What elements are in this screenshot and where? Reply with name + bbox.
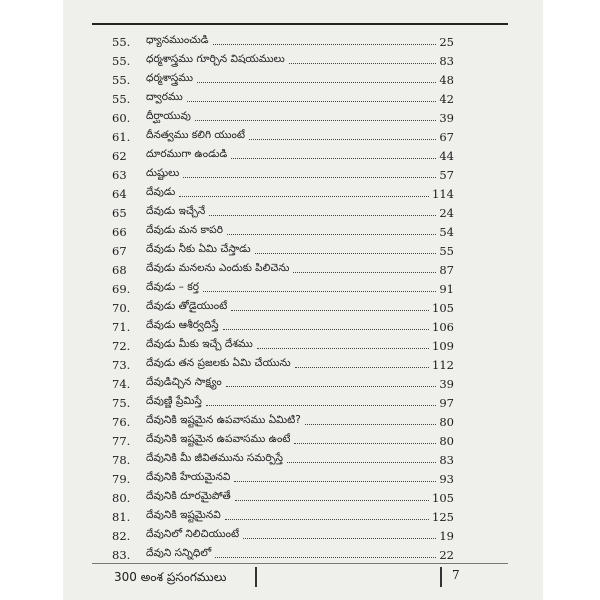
dot-leader [213,44,437,45]
toc-entry-page: 91 [439,282,454,296]
toc-entry-title: దేవుణ్ణి ప్రేమిస్తే [146,395,202,407]
toc-entry-page: 44 [439,149,454,163]
toc-entry-page: 57 [439,168,454,182]
toc-entry-page: 125 [432,510,454,524]
toc-entry-title: దుష్టులు [146,167,180,179]
dot-leader [187,101,437,102]
toc-row [112,372,454,391]
toc-row [112,467,454,486]
toc-entry-title: దేవునిలో నిలిచియుంటే [146,528,240,540]
toc-entry-title: దేవునికి ఇష్టమైన ఉపవాసము ఏమిటి? [146,414,301,426]
toc-entry-title: దేవునికి దూరమైపోతే [146,490,231,502]
toc-entry-page: 112 [432,358,454,372]
toc-entry-number: 64 [112,187,127,201]
dot-leader [206,405,437,406]
toc-entry-title: దేవునికి ఇష్టమైన ఉపవాసము ఉంటే [146,433,291,445]
toc-row [112,68,454,87]
dot-leader [287,462,436,463]
toc-entry-number: 79. [112,472,131,486]
toc-row [112,144,454,163]
toc-entry-number: 73. [112,358,131,372]
toc-row [112,163,454,182]
toc-entry-number: 69. [112,282,131,296]
dot-leader [227,234,436,235]
toc-row [112,486,454,505]
footer-separator [440,567,442,587]
dot-leader [223,329,429,330]
toc-entry-title: దేవుడు తోడైయుంటే [146,300,228,312]
toc-entry-page: 39 [439,377,454,391]
toc-row [112,505,454,524]
toc-entry-title: దేవుడు నీకు ఏమి చేస్తాడు [146,243,251,255]
toc-entry-page: 39 [439,111,454,125]
toc-row [112,258,454,277]
toc-entry-title: దేవుడు ఇచ్చేనే [146,205,206,217]
toc-entry-number: 62 [112,149,127,163]
dot-leader [179,196,429,197]
toc-entry-number: 70. [112,301,131,315]
toc-row [112,315,454,334]
toc-entry-title: ధ్యానముంచుడి [146,34,209,46]
toc-entry-title: దేవుడు మన కాపరి [146,224,223,236]
toc-entry-number: 76. [112,415,131,429]
dot-leader [203,291,436,292]
toc-entry-page: 80 [439,415,454,429]
toc-entry-page: 93 [439,472,454,486]
toc-entry-number: 74. [112,377,131,391]
dot-leader [197,82,436,83]
toc-entry-page: 42 [439,92,454,106]
toc-entry-page: 25 [439,35,454,49]
toc-entry-page: 19 [439,529,454,543]
toc-entry-number: 60. [112,111,131,125]
footer-rule [92,563,508,564]
toc-row [112,277,454,296]
dot-leader [231,158,436,159]
toc-row [112,239,454,258]
toc-entry-title: దేవునికి ఇష్టమైనవి [146,509,221,521]
toc-row [112,543,454,562]
toc-row [112,30,454,49]
toc-entry-number: 55. [112,92,131,106]
toc-entry-title: దేవునికి మీ జీవితమును సమర్పిస్తే [146,452,284,464]
dot-leader [289,63,437,64]
toc-entry-page: 83 [439,453,454,467]
toc-row [112,296,454,315]
toc-entry-title: దేవుడు – కర్త [146,281,199,293]
toc-entry-title: దీర్ఘాయువు [146,110,191,122]
toc-row [112,87,454,106]
toc-entry-number: 75. [112,396,131,410]
toc-entry-page: 83 [439,54,454,68]
toc-row [112,448,454,467]
dot-leader [231,310,429,311]
toc-entry-number: 71. [112,320,131,334]
toc-entry-page: 67 [439,130,454,144]
toc-entry-page: 109 [432,339,454,353]
toc-row [112,201,454,220]
toc-row [112,106,454,125]
toc-entry-title: దేవుడు మనలను ఎందుకు పిలిచెను [146,262,290,274]
toc-entry-title: దేవుడు మీకు ఇచ్చే దేశము [146,338,253,350]
footer-book-title: 300 అంశ ప్రసంగములు [114,570,227,584]
dot-leader [255,253,437,254]
toc-entry-page: 54 [439,225,454,239]
toc-entry-page: 24 [439,206,454,220]
dot-leader [243,538,436,539]
toc-entry-title: ధర్మశాస్త్రము [146,72,194,84]
footer-separator [255,567,257,587]
footer-page-number: 7 [452,568,460,582]
toc-entry-title: దూరముగా ఉండుడి [146,148,228,160]
toc-entry-page: 114 [432,187,454,201]
toc-entry-title: ద్వారము [146,91,183,103]
toc-entry-number: 65 [112,206,127,220]
toc-entry-page: 105 [432,301,454,315]
toc-entry-title: దేవునికి హేయమైనవి [146,471,231,483]
toc-entry-number: 66 [112,225,127,239]
dot-leader [293,272,436,273]
toc-entry-number: 78. [112,453,131,467]
toc-entry-title: దేవుని సన్నిధిలో [146,547,212,559]
dot-leader [305,424,437,425]
toc-entry-number: 55. [112,73,131,87]
dot-leader [195,120,436,121]
dot-leader [294,443,436,444]
toc-entry-number: 80. [112,491,131,505]
toc-row [112,524,454,543]
dot-leader [215,557,436,558]
toc-row [112,49,454,68]
dot-leader [295,367,429,368]
toc-entry-number: 81. [112,510,131,524]
toc-row [112,410,454,429]
toc-entry-page: 22 [439,548,454,562]
dot-leader [209,215,436,216]
toc-entry-page: 105 [432,491,454,505]
dot-leader [226,386,437,387]
toc-entry-title: దేవుడు ఆశీర్వదిస్తే [146,319,219,331]
toc-entry-number: 55. [112,35,131,49]
toc-entry-number: 83. [112,548,131,562]
toc-entry-number: 68 [112,263,127,277]
toc-entry-page: 106 [432,320,454,334]
toc-entry-number: 63 [112,168,127,182]
dot-leader [183,177,436,178]
toc-entry-page: 87 [439,263,454,277]
toc-entry-number: 67 [112,244,127,258]
toc-entry-title: ధర్మశాస్త్రము గూర్చిన విషయములు [146,53,285,65]
toc-entry-page: 48 [439,73,454,87]
toc-row [112,220,454,239]
toc-row [112,125,454,144]
toc-entry-page: 97 [439,396,454,410]
toc-entry-title: దేవుడు [146,186,176,198]
dot-leader [257,348,429,349]
toc-entry-number: 55. [112,54,131,68]
dot-leader [234,481,436,482]
toc-row [112,353,454,372]
toc-entry-title: దేవుడు తన ప్రజలకు ఏమి చేయును [146,357,291,369]
dot-leader [235,500,429,501]
toc-row [112,334,454,353]
toc-entry-page: 55 [439,244,454,258]
dot-leader [225,519,429,520]
toc-row [112,429,454,448]
dot-leader [249,139,436,140]
toc-entry-number: 82. [112,529,131,543]
toc-row [112,182,454,201]
toc-entry-title: దేవుడిచ్చిన సాక్ష్యం [146,376,222,388]
toc-entry-number: 77. [112,434,131,448]
toc-entry-number: 72. [112,339,131,353]
toc-entry-page: 80 [439,434,454,448]
toc-row [112,391,454,410]
toc-entry-title: దీనత్వము కలిగి యుంటే [146,129,245,141]
toc-entry-number: 61. [112,130,131,144]
